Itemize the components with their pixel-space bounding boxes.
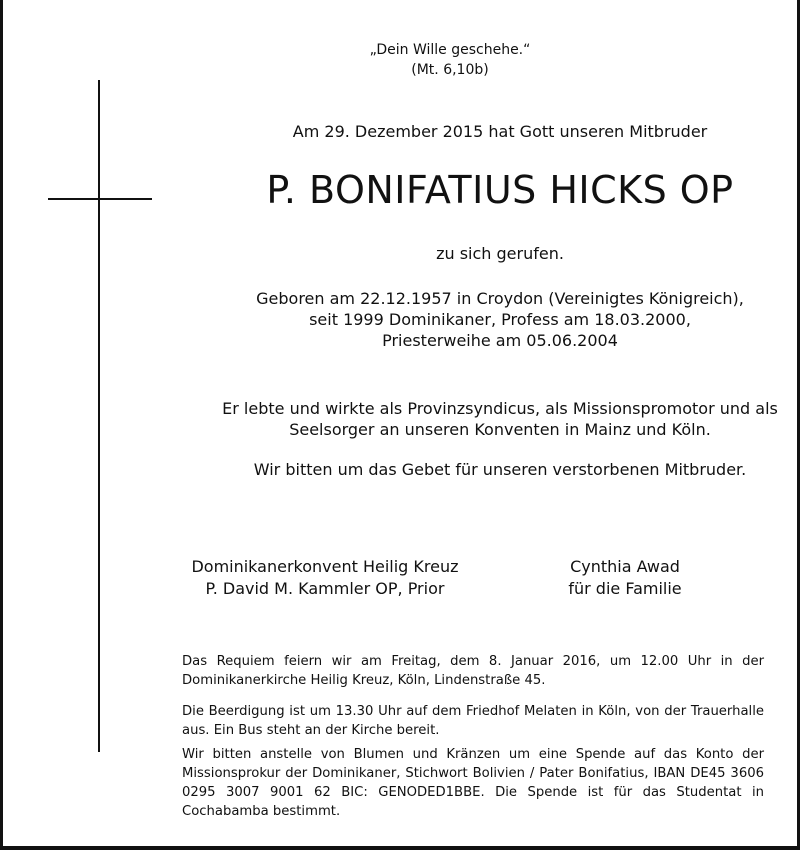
signature-line: Cynthia Awad <box>570 557 680 576</box>
info-paragraph: Das Requiem feiern wir am Freitag, dem 8. Januar 2016, um 12.00 Uhr in der Dominikanerkirche Heilig Kreuz, Köln, Lindenstraße 45. <box>182 654 764 688</box>
signature-line: Dominikanerkonvent Heilig Kreuz <box>191 557 459 576</box>
bio-line: Priesterweihe am 05.06.2004 <box>382 331 618 350</box>
info-paragraph: Die Beerdigung ist um 13.30 Uhr auf dem Friedhof Melaten in Köln, von der Trauerhalle aus. Ein Bus steht an der Kirche bereit. <box>182 704 764 738</box>
donation-info <box>182 745 764 821</box>
bible-quote <box>0 40 800 80</box>
quote-text: „Dein Wille geschehe.“ <box>369 42 531 58</box>
intro-line: Am 29. Dezember 2015 hat Gott unseren Mitbruder <box>292 122 708 141</box>
biography <box>0 288 800 351</box>
signature-line: P. David M. Kammler OP, Prior <box>205 579 445 598</box>
signature-line: für die Familie <box>568 579 682 598</box>
bio-line: Geboren am 22.12.1957 in Croydon (Vereinigtes Königreich), <box>256 289 744 308</box>
requiem-info <box>182 652 764 690</box>
signature-convent <box>170 556 480 600</box>
prayer-request: Wir bitten um das Gebet für unseren verstorbenen Mitbruder. <box>253 460 747 479</box>
signature-family <box>540 556 710 600</box>
life-line: Seelsorger an unseren Konventen in Mainz und Köln. <box>289 420 711 439</box>
life-line: Er lebte und wirkte als Provinzsyndicus, als Missionspromotor und als <box>222 399 778 418</box>
info-paragraph: Wir bitten anstelle von Blumen und Kränzen um eine Spende auf das Konto der Missionsprokur der Dominikaner, Stichwort Bolivien / Pater Bonifatius, IBAN DE45 3606 0295 3007 9001 62 BIC: GENODED1BBE. Die Spende ist für das Studentat in Cochabamba bestimmt. <box>182 747 764 819</box>
quote-reference: (Mt. 6,10b) <box>411 62 489 78</box>
called-line: zu sich gerufen. <box>436 244 564 263</box>
bio-line: seit 1999 Dominikaner, Profess am 18.03.2000, <box>309 310 691 329</box>
life-description <box>0 398 800 440</box>
deceased-name: P. BONIFATIUS HICKS OP <box>266 168 734 212</box>
burial-info <box>182 702 764 740</box>
